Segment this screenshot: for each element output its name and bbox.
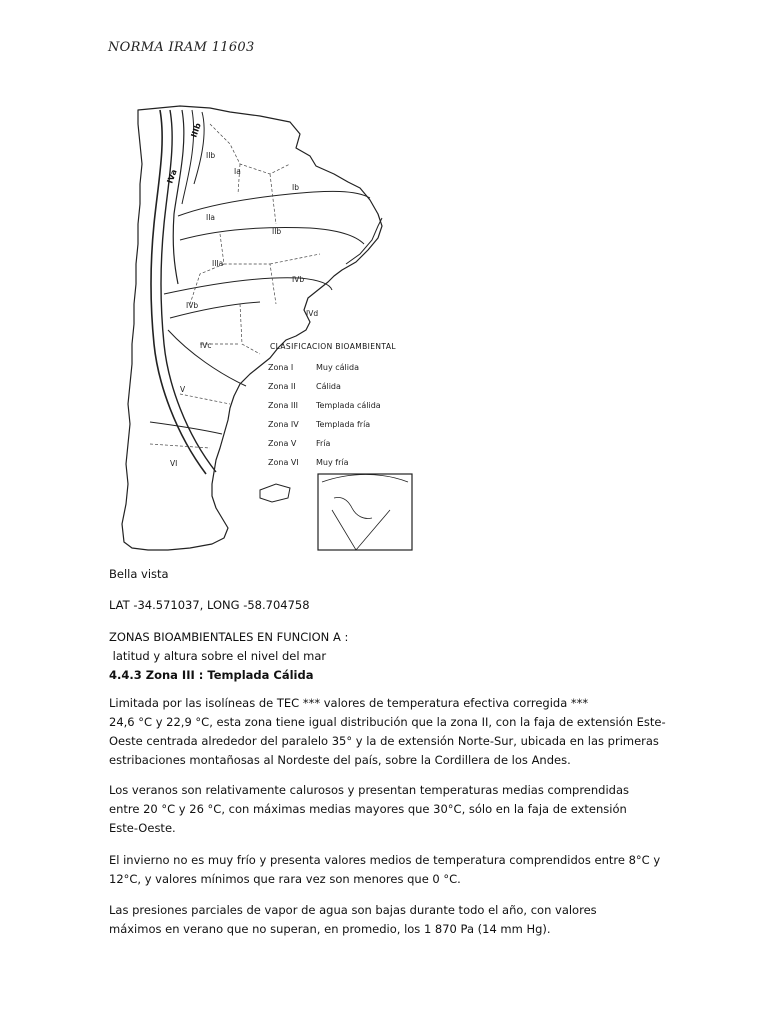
legend-desc: Muy fría [316,458,349,467]
map-zone-label: IVb [292,275,305,284]
map-zone-label: IIIa [212,259,224,268]
location-coordinates: LAT -34.571037, LONG -58.704758 [109,598,310,612]
map-zone-label: IVc [200,341,212,350]
map-zone-label: V [180,385,186,394]
legend-desc: Templada cálida [316,401,381,410]
zone-heading: 4.4.3 Zona III : Templada Cálida [109,668,314,682]
map-zone-label: Ia [234,167,241,176]
tierra-del-fuego [260,484,290,502]
heading-line-2: latitud y altura sobre el nivel del mar [109,649,327,663]
legend-desc: Fría [316,439,331,448]
section-heading [109,628,669,685]
legend-desc: Muy cálida [316,363,359,372]
legend-desc: Templada fría [316,420,371,429]
legend-zone: Zona II [268,382,296,391]
legend-title: CLASIFICACION BIOAMBIENTAL [270,342,396,351]
river-plate-coast [346,218,382,264]
map-zone-label: IVb [186,301,199,310]
location-name: Bella vista [109,567,169,581]
map-zone-label: IVd [306,309,319,318]
paragraph-limits [109,694,669,770]
andes-isoline-3 [173,110,184,284]
paragraph-limits-body: 24,6 °C y 22,9 °C, esta zona tiene igual distribución que la zona II, con la faja de extensión Este-Oeste centrada alrededor del paralelo 35° y la de extensión Norte-Sur, ubicada en las primeras estribaciones montañosas al Nordeste del país, sobre la Cordillera de los Andes. [109,715,666,767]
paragraph-winter: El invierno no es muy frío y presenta valores medios de temperatura comprendidos entre 8°C y 12°C, y valores mínimos que rara vez son menores que 0 °C. [109,853,661,886]
legend-rows [268,363,381,467]
zone-boundary-3 [164,278,332,294]
legend-zone: Zona III [268,401,298,410]
andes-isoline-2 [161,110,216,472]
map-zone-label: VI [170,459,178,468]
legend-zone: Zona V [268,439,297,448]
paragraph-summers: Los veranos son relativamente calurosos y presentan temperaturas medias comprendidas entre 20 °C y 26 °C, con máximas medias mayores que 30°C, sólo en la faja de extensión Este-Oeste. [109,783,630,835]
zone-boundary-4 [170,302,260,318]
paragraph-vapor-pressure: Las presiones parciales de vapor de agua son bajas durante todo el año, con valores máximos en verano que no superan, en promedio, los 1 870 Pa (14 mm Hg). [109,903,597,936]
legend-desc: Cálida [316,382,341,391]
map-zone-label: Ib [292,183,299,192]
legend-zone: Zona I [268,363,294,372]
legend-zone: Zona VI [268,458,299,467]
map-zone-label: IIb [206,151,216,160]
antarctica-inset [318,474,412,550]
argentina-map-figure [120,104,420,552]
zone-boundary-5 [168,330,246,386]
map-zone-label: IIIb [189,121,203,139]
legend-zone: Zona IV [268,420,299,429]
bioenvironmental-zones-map [120,104,420,552]
map-zone-label: IIb [272,227,282,236]
document-header: NORMA IRAM 11603 [108,40,255,55]
heading-line-1: ZONAS BIOAMBIENTALES EN FUNCION A : [109,630,349,644]
map-zone-label: IVa [165,168,179,185]
paragraph-limits-line1: Limitada por las isolíneas de TEC *** valores de temperatura efectiva corregida *** [109,696,589,710]
andes-isoline-1 [151,110,206,474]
map-zone-label: IIa [206,213,216,222]
